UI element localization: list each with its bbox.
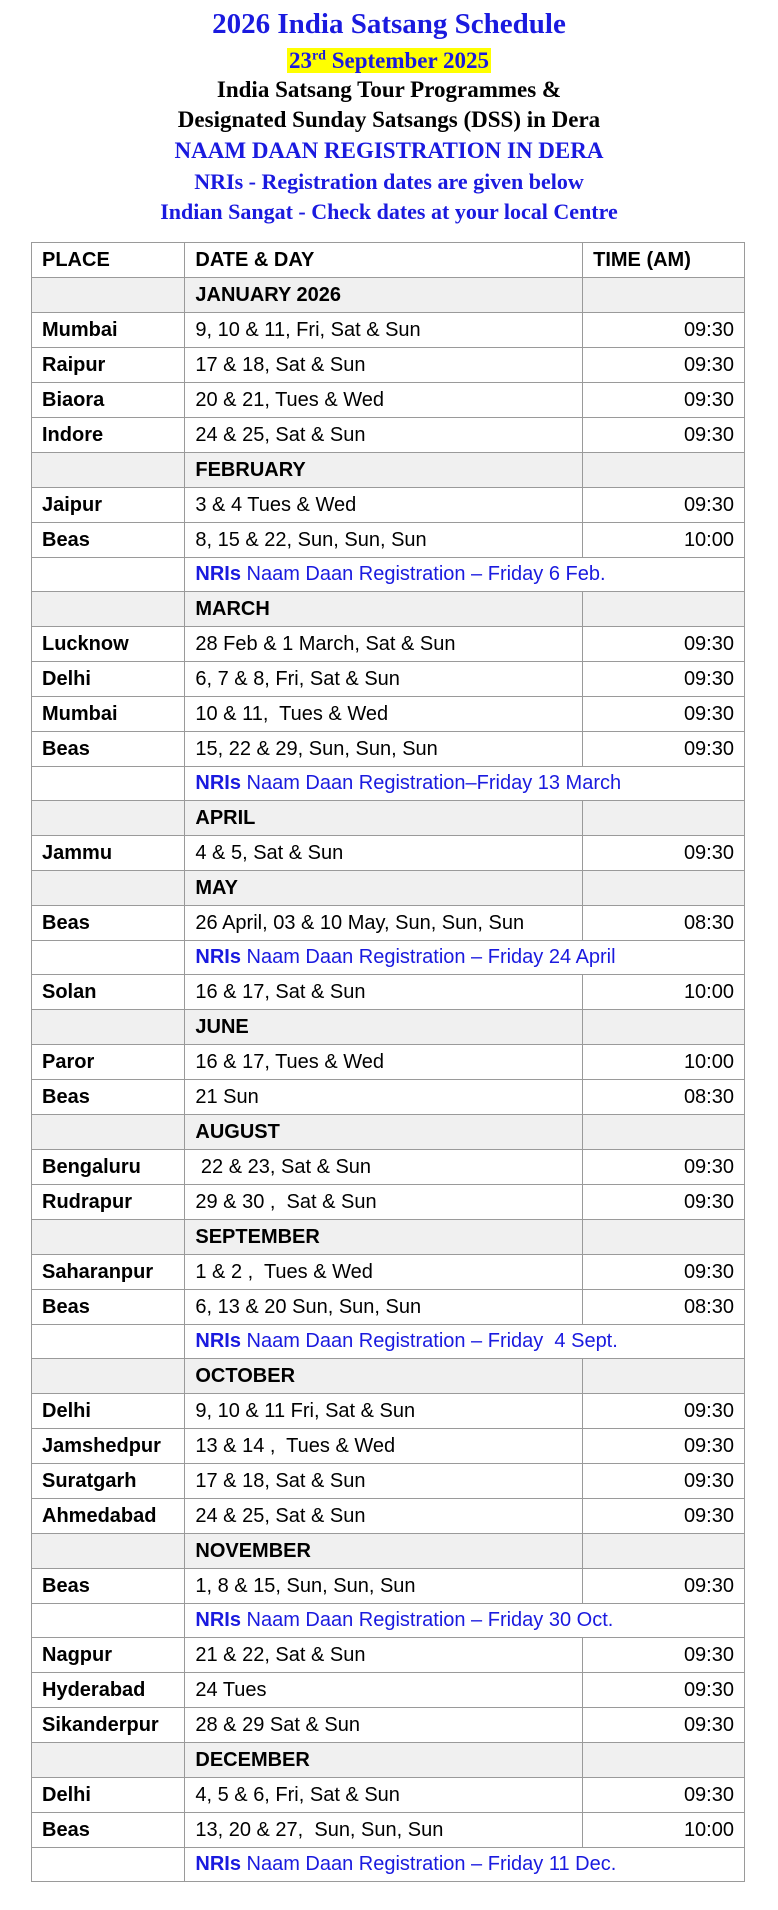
nri-registration-note <box>185 1325 745 1359</box>
nri-label: NRIs <box>195 563 241 585</box>
column-header-time: TIME (AM) <box>583 243 745 278</box>
place-cell: Beas <box>32 906 185 941</box>
date-cell: 26 April, 03 & 10 May, Sun, Sun, Sun <box>185 906 583 941</box>
time-cell: 09:30 <box>583 418 745 453</box>
month-spacer <box>583 1010 745 1045</box>
place-cell: Jamshedpur <box>32 1429 185 1464</box>
date-cell: 3 & 4 Tues & Wed <box>185 488 583 523</box>
nri-registration-row <box>32 941 745 975</box>
nri-registration-row <box>32 1604 745 1638</box>
month-row <box>32 1534 745 1569</box>
table-row <box>32 348 745 383</box>
time-cell: 09:30 <box>583 1673 745 1708</box>
table-row <box>32 1394 745 1429</box>
month-row <box>32 278 745 313</box>
place-cell: Delhi <box>32 1778 185 1813</box>
month-row <box>32 453 745 488</box>
place-cell: Paror <box>32 1045 185 1080</box>
nri-registration-row <box>32 558 745 592</box>
time-cell: 09:30 <box>583 313 745 348</box>
date-cell: 6, 13 & 20 Sun, Sun, Sun <box>185 1290 583 1325</box>
date-cell: 1 & 2 , Tues & Wed <box>185 1255 583 1290</box>
date-cell: 20 & 21, Tues & Wed <box>185 383 583 418</box>
table-row <box>32 732 745 767</box>
time-cell: 09:30 <box>583 1464 745 1499</box>
place-cell: Beas <box>32 1813 185 1848</box>
time-cell: 09:30 <box>583 348 745 383</box>
month-row <box>32 1115 745 1150</box>
place-cell: Sikanderpur <box>32 1708 185 1743</box>
month-spacer <box>583 1115 745 1150</box>
table-row <box>32 1290 745 1325</box>
date-cell: 21 Sun <box>185 1080 583 1115</box>
month-spacer <box>32 1359 185 1394</box>
table-row <box>32 313 745 348</box>
place-cell: Raipur <box>32 348 185 383</box>
time-cell: 09:30 <box>583 1394 745 1429</box>
nri-spacer <box>32 1848 185 1882</box>
month-label: AUGUST <box>185 1115 583 1150</box>
date-cell: 24 & 25, Sat & Sun <box>185 418 583 453</box>
time-cell: 09:30 <box>583 1638 745 1673</box>
place-cell: Rudrapur <box>32 1185 185 1220</box>
table-row <box>32 906 745 941</box>
time-cell: 09:30 <box>583 662 745 697</box>
nri-label: NRIs <box>195 1330 241 1352</box>
place-cell: Bengaluru <box>32 1150 185 1185</box>
table-row <box>32 697 745 732</box>
date-cell: 13, 20 & 27, Sun, Sun, Sun <box>185 1813 583 1848</box>
table-row <box>32 1255 745 1290</box>
nri-registration-row <box>32 1848 745 1882</box>
date-cell: 15, 22 & 29, Sun, Sun, Sun <box>185 732 583 767</box>
month-spacer <box>32 1220 185 1255</box>
month-row <box>32 1743 745 1778</box>
time-cell: 09:30 <box>583 1569 745 1604</box>
month-label: MAY <box>185 871 583 906</box>
table-row <box>32 836 745 871</box>
month-spacer <box>32 278 185 313</box>
table-row <box>32 1638 745 1673</box>
date-cell: 21 & 22, Sat & Sun <box>185 1638 583 1673</box>
date-cell: 8, 15 & 22, Sun, Sun, Sun <box>185 523 583 558</box>
table-row <box>32 1080 745 1115</box>
date-cell: 17 & 18, Sat & Sun <box>185 1464 583 1499</box>
nri-label: NRIs <box>195 946 241 968</box>
date-cell: 13 & 14 , Tues & Wed <box>185 1429 583 1464</box>
table-row <box>32 1673 745 1708</box>
schedule-table <box>31 242 745 1882</box>
date-cell: 10 & 11, Tues & Wed <box>185 697 583 732</box>
table-row <box>32 1569 745 1604</box>
time-cell: 09:30 <box>583 732 745 767</box>
date-cell: 24 Tues <box>185 1673 583 1708</box>
place-cell: Beas <box>32 523 185 558</box>
table-row <box>32 1045 745 1080</box>
time-cell: 09:30 <box>583 836 745 871</box>
place-cell: Nagpur <box>32 1638 185 1673</box>
date-cell: 24 & 25, Sat & Sun <box>185 1499 583 1534</box>
table-row <box>32 975 745 1010</box>
month-spacer <box>583 1743 745 1778</box>
document-header <box>0 6 778 227</box>
month-spacer <box>32 453 185 488</box>
time-cell: 09:30 <box>583 1708 745 1743</box>
month-spacer <box>583 871 745 906</box>
issue-date-rest: September 2025 <box>325 47 490 73</box>
month-spacer <box>583 453 745 488</box>
table-row <box>32 1464 745 1499</box>
indian-sangat-note: Indian Sangat - Check dates at your local Centre <box>160 198 618 224</box>
issue-date-suffix: rd <box>311 48 326 63</box>
month-spacer <box>32 1010 185 1045</box>
month-spacer <box>583 592 745 627</box>
place-cell: Mumbai <box>32 697 185 732</box>
month-spacer <box>583 1534 745 1569</box>
nri-registration-text: Naam Daan Registration–Friday 13 March <box>240 772 622 794</box>
place-cell: Delhi <box>32 1394 185 1429</box>
table-row <box>32 627 745 662</box>
nri-registration-note <box>185 558 745 592</box>
table-row <box>32 383 745 418</box>
place-cell: Beas <box>32 1080 185 1115</box>
month-label: MARCH <box>185 592 583 627</box>
table-row <box>32 1429 745 1464</box>
place-cell: Beas <box>32 1290 185 1325</box>
date-cell: 6, 7 & 8, Fri, Sat & Sun <box>185 662 583 697</box>
place-cell: Suratgarh <box>32 1464 185 1499</box>
nri-registration-note <box>185 941 745 975</box>
nri-registration-text: Naam Daan Registration – Friday 4 Sept. <box>240 1330 618 1352</box>
table-row <box>32 662 745 697</box>
time-cell: 09:30 <box>583 697 745 732</box>
table-row <box>32 1185 745 1220</box>
time-cell: 09:30 <box>583 383 745 418</box>
month-label: DECEMBER <box>185 1743 583 1778</box>
time-cell: 10:00 <box>583 1813 745 1848</box>
nri-registration-text: Naam Daan Registration – Friday 6 Feb. <box>240 563 606 585</box>
nri-registration-row <box>32 1325 745 1359</box>
month-spacer <box>583 278 745 313</box>
time-cell: 09:30 <box>583 1255 745 1290</box>
month-row <box>32 801 745 836</box>
nri-spacer <box>32 941 185 975</box>
time-cell: 09:30 <box>583 1778 745 1813</box>
nri-label: NRIs <box>195 1609 241 1631</box>
place-cell: Biaora <box>32 383 185 418</box>
nri-registration-text: Naam Daan Registration – Friday 24 April <box>240 946 616 968</box>
date-cell: 16 & 17, Tues & Wed <box>185 1045 583 1080</box>
place-cell: Solan <box>32 975 185 1010</box>
place-cell: Jammu <box>32 836 185 871</box>
time-cell: 10:00 <box>583 523 745 558</box>
time-cell: 09:30 <box>583 1150 745 1185</box>
date-cell: 16 & 17, Sat & Sun <box>185 975 583 1010</box>
nri-spacer <box>32 1604 185 1638</box>
place-cell: Beas <box>32 732 185 767</box>
table-row <box>32 523 745 558</box>
place-cell: Indore <box>32 418 185 453</box>
nri-registration-row <box>32 767 745 801</box>
table-row <box>32 418 745 453</box>
subtitle-line-2: Designated Sunday Satsangs (DSS) in Dera <box>177 106 601 132</box>
place-cell: Ahmedabad <box>32 1499 185 1534</box>
nri-registration-note <box>185 1848 745 1882</box>
date-cell: 17 & 18, Sat & Sun <box>185 348 583 383</box>
month-label: JUNE <box>185 1010 583 1045</box>
date-cell: 9, 10 & 11, Fri, Sat & Sun <box>185 313 583 348</box>
nri-label: NRIs <box>195 772 241 794</box>
date-cell: 28 Feb & 1 March, Sat & Sun <box>185 627 583 662</box>
month-spacer <box>32 871 185 906</box>
nri-spacer <box>32 1325 185 1359</box>
month-row <box>32 1220 745 1255</box>
nri-spacer <box>32 558 185 592</box>
month-label: JANUARY 2026 <box>185 278 583 313</box>
table-row <box>32 488 745 523</box>
month-spacer <box>32 1115 185 1150</box>
date-cell: 22 & 23, Sat & Sun <box>185 1150 583 1185</box>
date-cell: 28 & 29 Sat & Sun <box>185 1708 583 1743</box>
time-cell: 10:00 <box>583 1045 745 1080</box>
place-cell: Beas <box>32 1569 185 1604</box>
subtitle-line-1: India Satsang Tour Programmes & <box>216 76 562 102</box>
column-header-date: DATE & DAY <box>185 243 583 278</box>
month-row <box>32 592 745 627</box>
month-spacer <box>32 1534 185 1569</box>
month-row <box>32 1359 745 1394</box>
date-cell: 4 & 5, Sat & Sun <box>185 836 583 871</box>
place-cell: Saharanpur <box>32 1255 185 1290</box>
date-cell: 9, 10 & 11 Fri, Sat & Sun <box>185 1394 583 1429</box>
date-cell: 1, 8 & 15, Sun, Sun, Sun <box>185 1569 583 1604</box>
month-row <box>32 871 745 906</box>
nri-label: NRIs <box>195 1853 241 1875</box>
time-cell: 09:30 <box>583 1499 745 1534</box>
place-cell: Lucknow <box>32 627 185 662</box>
month-spacer <box>583 1359 745 1394</box>
place-cell: Hyderabad <box>32 1673 185 1708</box>
month-label: APRIL <box>185 801 583 836</box>
time-cell: 10:00 <box>583 975 745 1010</box>
nri-spacer <box>32 767 185 801</box>
month-spacer <box>32 1743 185 1778</box>
table-row <box>32 1708 745 1743</box>
nri-registration-note <box>185 767 745 801</box>
month-spacer <box>32 592 185 627</box>
issue-date-day: 23 <box>288 47 312 73</box>
place-cell: Jaipur <box>32 488 185 523</box>
table-header-row <box>32 243 745 278</box>
time-cell: 08:30 <box>583 1080 745 1115</box>
issue-date <box>0 42 778 75</box>
table-row <box>32 1778 745 1813</box>
month-label: NOVEMBER <box>185 1534 583 1569</box>
place-cell: Mumbai <box>32 313 185 348</box>
table-row <box>32 1499 745 1534</box>
nri-registration-text: Naam Daan Registration – Friday 30 Oct. <box>240 1609 614 1631</box>
month-spacer <box>32 801 185 836</box>
time-cell: 09:30 <box>583 1429 745 1464</box>
time-cell: 09:30 <box>583 1185 745 1220</box>
month-row <box>32 1010 745 1045</box>
time-cell: 09:30 <box>583 627 745 662</box>
place-cell: Delhi <box>32 662 185 697</box>
time-cell: 08:30 <box>583 906 745 941</box>
month-label: FEBRUARY <box>185 453 583 488</box>
date-cell: 4, 5 & 6, Fri, Sat & Sun <box>185 1778 583 1813</box>
month-spacer <box>583 1220 745 1255</box>
column-header-place: PLACE <box>32 243 185 278</box>
time-cell: 09:30 <box>583 488 745 523</box>
month-label: SEPTEMBER <box>185 1220 583 1255</box>
nri-registration-text: Naam Daan Registration – Friday 11 Dec. <box>240 1853 617 1875</box>
page-title: 2026 India Satsang Schedule <box>212 8 566 40</box>
table-row <box>32 1813 745 1848</box>
time-cell: 08:30 <box>583 1290 745 1325</box>
month-label: OCTOBER <box>185 1359 583 1394</box>
table-row <box>32 1150 745 1185</box>
nri-note: NRIs - Registration dates are given below <box>194 168 584 194</box>
date-cell: 29 & 30 , Sat & Sun <box>185 1185 583 1220</box>
nri-registration-note <box>185 1604 745 1638</box>
naam-daan-heading: NAAM DAAN REGISTRATION IN DERA <box>174 137 604 163</box>
month-spacer <box>583 801 745 836</box>
